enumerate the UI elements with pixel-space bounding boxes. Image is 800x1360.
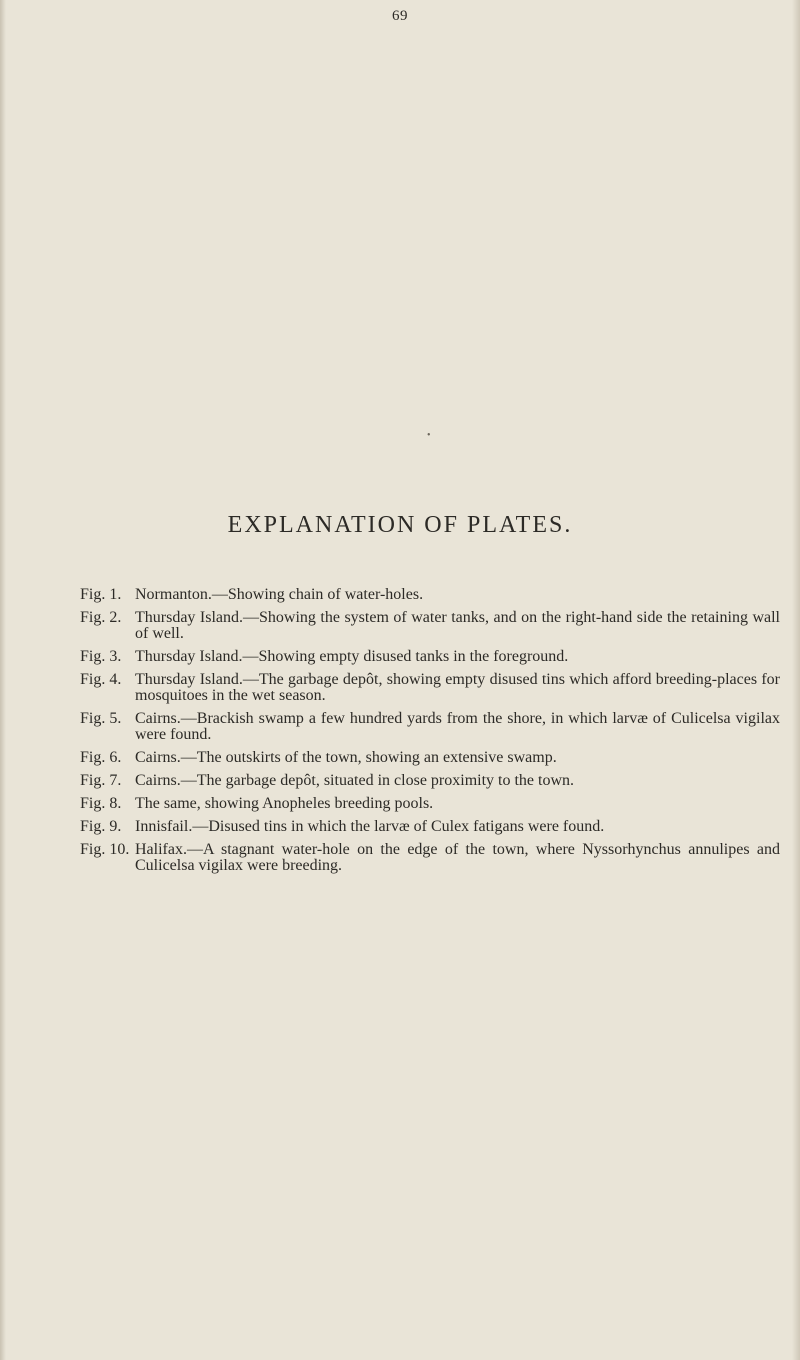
- fig-label: Fig. 1.: [80, 586, 122, 603]
- fig-label: Fig. 6.: [80, 749, 122, 766]
- fig-label: Fig. 4.: [80, 671, 122, 688]
- fig-caption: Thursday Island.—The garbage depôt, showing empty disused tins which afford breeding-places for mosquitoes in the wet season.: [135, 671, 780, 704]
- fig-label: Fig. 5.: [80, 710, 122, 727]
- fig-caption: Thursday Island.—Showing empty disused tanks in the foreground.: [135, 648, 569, 665]
- fig-caption: Innisfail.—Disused tins in which the larvæ of Culex fatigans were found.: [135, 818, 605, 835]
- plate-entry-7: [80, 773, 780, 789]
- fig-caption: Halifax.—A stagnant water-hole on the edge of the town, where Nyssorhynchus annulipes and Culicelsa vigilax were breeding.: [135, 841, 780, 874]
- plate-entry-6: [80, 750, 780, 766]
- fig-caption: Thursday Island.—Showing the system of water tanks, and on the right-hand side the retaining wall of well.: [135, 609, 780, 642]
- fig-caption: The same, showing Anopheles breeding pools.: [135, 795, 434, 812]
- fig-caption: Cairns.—The outskirts of the town, showing an extensive swamp.: [135, 749, 557, 766]
- fig-label: Fig. 3.: [80, 648, 122, 665]
- plate-entry-8: [80, 796, 780, 812]
- fig-label: Fig. 8.: [80, 795, 122, 812]
- page-edge-left: [0, 0, 6, 1360]
- page-title: EXPLANATION OF PLATES.: [227, 512, 573, 538]
- fig-label: Fig. 9.: [80, 818, 122, 835]
- plate-list: [80, 587, 780, 881]
- plate-entry-2: [80, 610, 780, 642]
- fig-caption: Cairns.—Brackish swamp a few hundred yards from the shore, in which larvæ of Culicelsa vigilax were found.: [135, 710, 780, 743]
- fig-caption: Normanton.—Showing chain of water-holes.: [135, 586, 424, 603]
- print-speck: •: [427, 430, 431, 441]
- plate-entry-10: [80, 842, 780, 874]
- plate-entry-5: [80, 711, 780, 743]
- page-number: 69: [392, 8, 408, 24]
- plate-entry-4: [80, 672, 780, 704]
- fig-label: Fig. 10.: [80, 841, 130, 858]
- plate-entry-3: [80, 649, 780, 665]
- fig-label: Fig. 7.: [80, 772, 122, 789]
- fig-label: Fig. 2.: [80, 609, 122, 626]
- fig-caption: Cairns.—The garbage depôt, situated in close proximity to the town.: [135, 772, 575, 789]
- plate-entry-9: [80, 819, 780, 835]
- plate-entry-1: [80, 587, 780, 603]
- page-edge-right: [792, 0, 800, 1360]
